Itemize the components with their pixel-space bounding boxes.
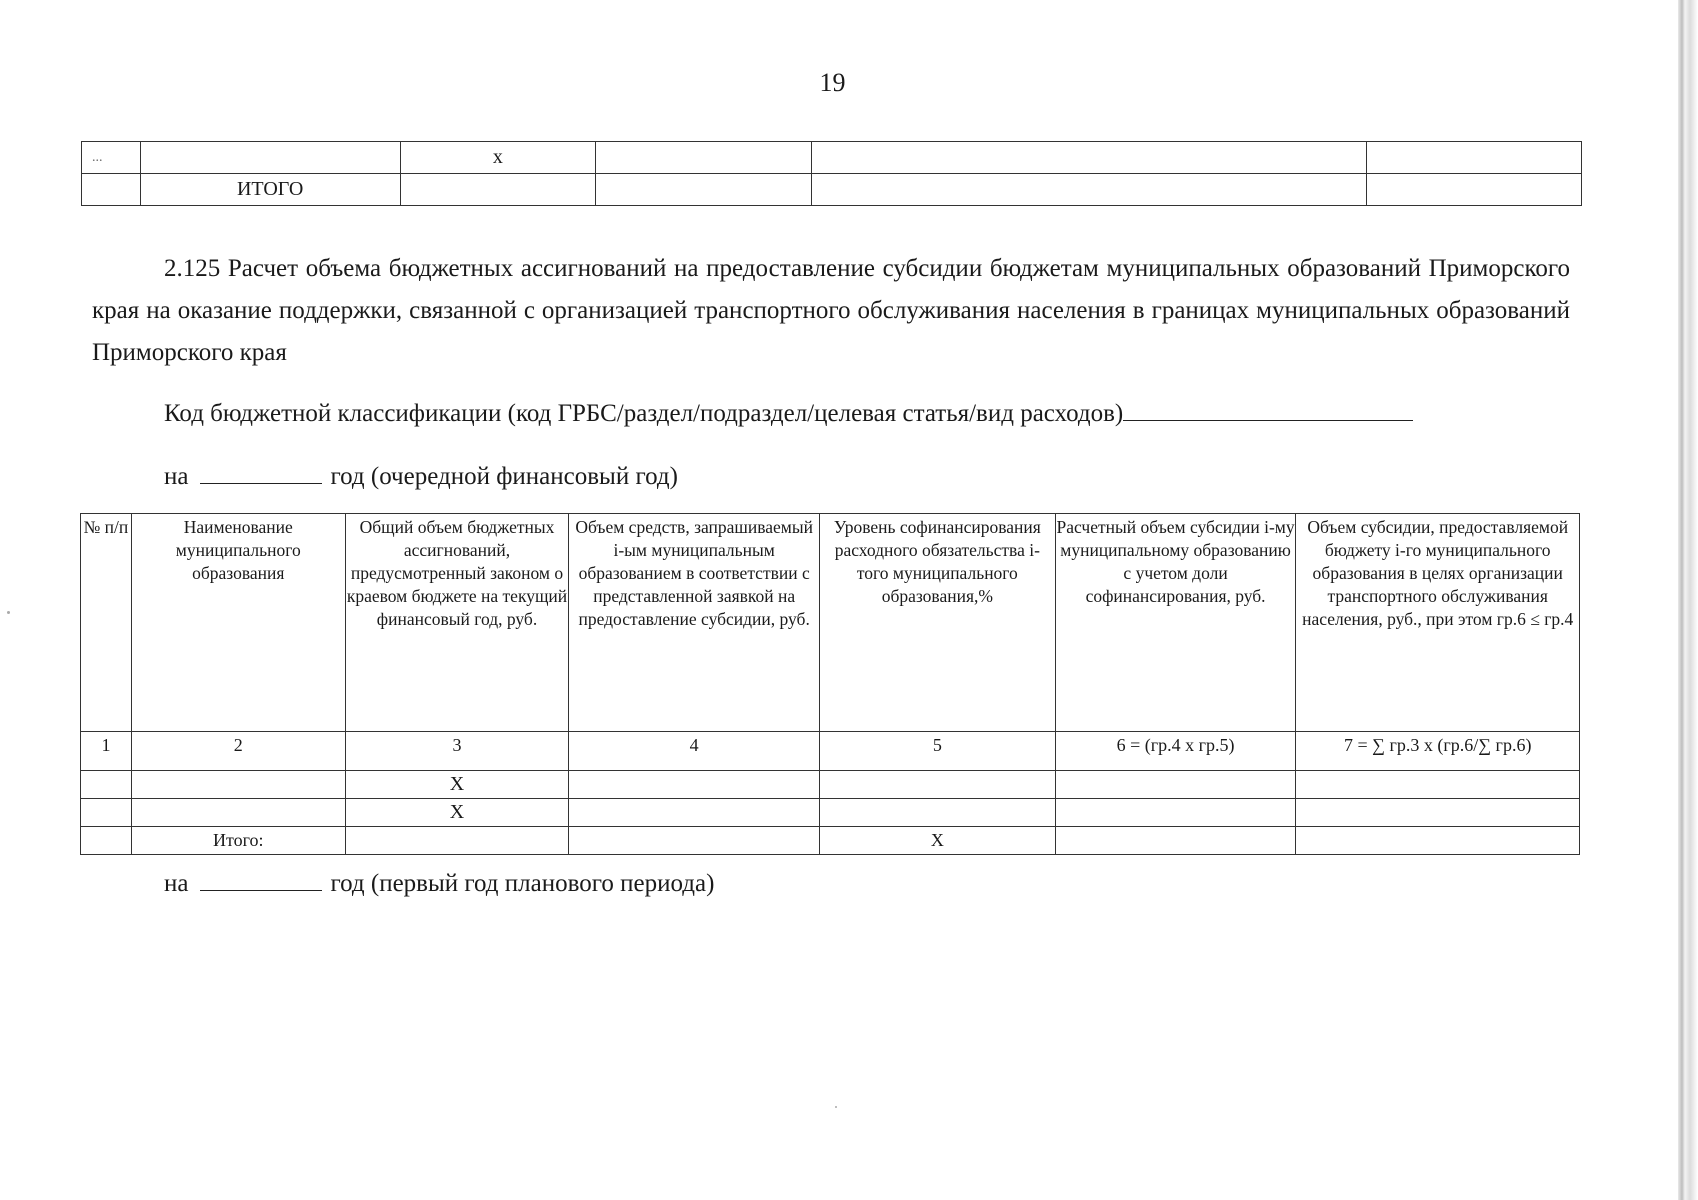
- continuation-table: [81, 141, 1582, 206]
- column-number: 3: [345, 732, 569, 771]
- total-row: [81, 827, 1580, 855]
- table-cell: [81, 827, 132, 855]
- column-number: 4: [569, 732, 820, 771]
- header-cell: Уровень софинансирования расходного обязательства i-того муниципального образования,%: [819, 514, 1055, 732]
- fill-in-blank: [1123, 419, 1413, 421]
- table-cell: Х: [819, 827, 1055, 855]
- year-prefix: на: [164, 870, 189, 897]
- table-row: [81, 799, 1580, 827]
- table-cell: [1055, 827, 1296, 855]
- year-suffix: год (первый год планового периода): [330, 870, 715, 897]
- table-cell: Х: [345, 799, 569, 827]
- table-cell: [1296, 799, 1580, 827]
- table-cell: Х: [345, 771, 569, 799]
- header-cell: Объем субсидии, предоставляемой бюджету i-го муниципального образования в целях организации транспортного обслуживания населения, руб., при этом гр.6 ≤ гр.4: [1296, 514, 1580, 732]
- table-cell: [819, 771, 1055, 799]
- table-cell: [1296, 771, 1580, 799]
- header-cell: Объем средств, запрашиваемый i-ым муниципальным образованием в соответствии с представленной заявкой на предоставление субсидии, руб.: [569, 514, 820, 732]
- total-label: ИТОГО: [140, 174, 400, 206]
- header-cell: № п/п: [81, 514, 132, 732]
- calculation-table: [80, 513, 1580, 855]
- table-row: [81, 771, 1580, 799]
- table-cell: [819, 799, 1055, 827]
- column-number-row: [81, 732, 1580, 771]
- table-cell: [82, 174, 141, 206]
- scan-speck: [835, 1106, 837, 1108]
- column-number: 5: [819, 732, 1055, 771]
- table-cell: [1296, 827, 1580, 855]
- table-cell: [131, 771, 345, 799]
- table-cell: [81, 799, 132, 827]
- table-cell: [811, 174, 1366, 206]
- page-number: 19: [819, 68, 846, 97]
- table-cell: [140, 142, 400, 174]
- table-cell: [131, 799, 345, 827]
- section-heading: 2.125 Расчет объема бюджетных ассигнований на предоставление субсидии бюджетам муниципальных образований Приморского края на оказание поддержки, связанной с организацией транспортного обслуживания населения в границах муниципальных образований Приморского края: [92, 255, 1570, 366]
- table-cell: [569, 827, 820, 855]
- budget-code-label: Код бюджетной классификации (код ГРБС/раздел/подраздел/целевая статья/вид расходов): [164, 400, 1124, 427]
- total-label: Итого:: [131, 827, 345, 855]
- table-cell: [1367, 174, 1582, 206]
- year-prefix: на: [164, 463, 189, 490]
- table-cell: [569, 771, 820, 799]
- table-cell: ...: [82, 142, 141, 174]
- header-cell: Общий объем бюджетных ассигнований, предусмотренный законом о краевом бюджете на текущий финансовый год, руб.: [345, 514, 569, 732]
- header-cell: Наименование муниципального образования: [131, 514, 345, 732]
- header-cell: Расчетный объем субсидии i-му муниципальному образованию с учетом доли софинансирования, руб.: [1055, 514, 1296, 732]
- fill-in-blank: [200, 482, 322, 484]
- table-cell: [1055, 771, 1296, 799]
- year-line-current: [164, 463, 678, 491]
- budget-code-line: [164, 400, 1413, 428]
- scan-speck: [7, 611, 10, 614]
- scan-edge-shadow: [1678, 0, 1698, 1200]
- table-cell: [596, 142, 812, 174]
- column-number: 2: [131, 732, 345, 771]
- table-cell: [345, 827, 569, 855]
- table-cell: [569, 799, 820, 827]
- table-cell: [811, 142, 1366, 174]
- column-number: 6 = (гр.4 х гр.5): [1055, 732, 1296, 771]
- table-cell: [596, 174, 812, 206]
- column-number: 7 = ∑ гр.3 х (гр.6/∑ гр.6): [1296, 732, 1580, 771]
- table-cell: [81, 771, 132, 799]
- table-cell: [1055, 799, 1296, 827]
- table-row: [82, 174, 1582, 206]
- year-line-planning: [164, 870, 714, 898]
- table-cell: [1367, 142, 1582, 174]
- table-header-row: [81, 514, 1580, 732]
- fill-in-blank: [200, 889, 322, 891]
- table-cell: x: [400, 142, 596, 174]
- year-suffix: год (очередной финансовый год): [330, 463, 678, 490]
- table-row: [82, 142, 1582, 174]
- table-cell: [400, 174, 596, 206]
- column-number: 1: [81, 732, 132, 771]
